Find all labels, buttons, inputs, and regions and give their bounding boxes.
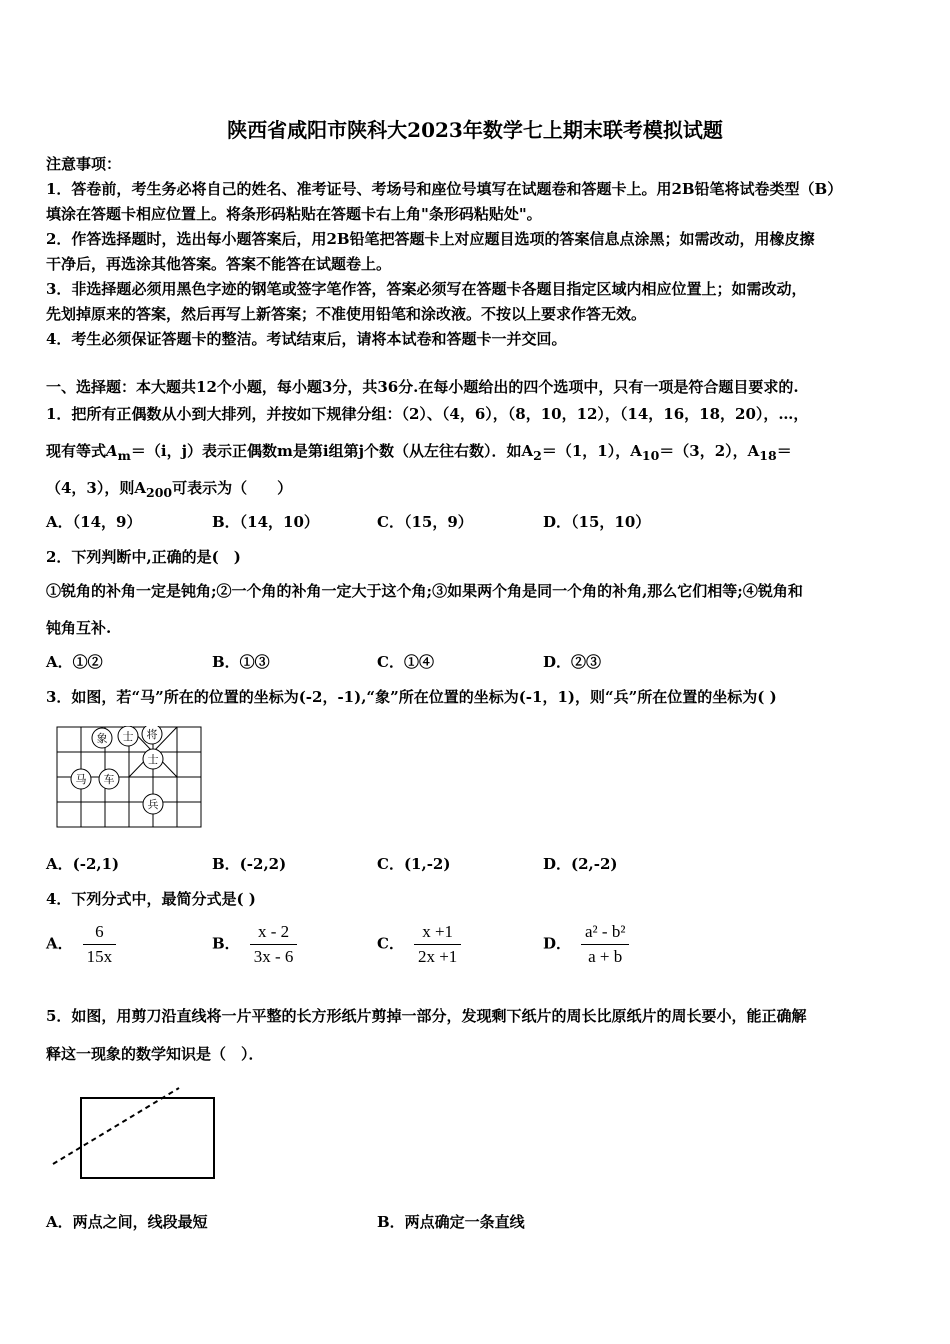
page-title: 陕西省咸阳市陕科大2023年数学七上期末联考模拟试题 xyxy=(227,118,723,142)
notice-line: 干净后，再选涂其他答案。答案不能答在试题卷上。 xyxy=(46,255,392,273)
piece-label: 车 xyxy=(103,773,115,786)
notice-line: 1．答卷前，考生务必将自己的姓名、准考证号、考场号和座位号填写在试题卷和答题卡上。用2B铅笔将试卷类型（B） xyxy=(46,180,843,198)
cut-line xyxy=(53,1088,179,1164)
piece-label: 将 xyxy=(146,728,158,741)
q2-stem: 2．下列判断中,正确的是( ) xyxy=(46,548,241,566)
q4-option-d[interactable]: D． $\frac{\text{a² - b²}}{a + b}$ xyxy=(543,922,629,967)
q1-line2: 现有等式$A_m=(i$，j）表示正偶数m是第i组第j个数（从左往右数）．如$A_2=(1$，1），$A_{10}=(3$，2），$A_{18}=$ xyxy=(46,442,792,463)
section-heading: 一、选择题：本大题共12个小题，每小题3分，共36分.在每小题给出的四个选项中，只有一项是符合题目要求的. xyxy=(46,378,799,396)
q1-line1: 1．把所有正偶数从小到大排列，并按如下规律分组：（2）、（4，6），（8，10，12），（14，16，18，20），…， xyxy=(46,405,809,423)
q3-option-a[interactable]: A．(-2,1) xyxy=(46,855,120,873)
notice-heading: 注意事项： xyxy=(46,155,122,173)
piece-label: 士 xyxy=(122,730,134,743)
q3-option-c[interactable]: C．(1,-2) xyxy=(377,855,451,873)
notice-line: 3．非选择题必须用黑色字迹的钢笔或签字笔作答，答案必须写在答题卡各题目指定区域内相应位置上；如需改动， xyxy=(46,280,807,298)
q1-option-b[interactable]: B．（14，10） xyxy=(212,513,319,531)
q1-option-c[interactable]: C．（15，9） xyxy=(377,513,473,531)
q4-option-c[interactable]: C． $\frac{x +1}{2x +1}$ xyxy=(377,922,461,967)
q2-option-d[interactable]: D．②③ xyxy=(543,653,602,671)
q2-option-b[interactable]: B．①③ xyxy=(212,653,270,671)
q4-stem: 4．下列分式中，最简分式是( ) xyxy=(46,890,256,908)
chess-board-figure xyxy=(56,726,204,830)
q3-stem: 3．如图，若“马”所在的位置的坐标为(-2，-1),“象”所在位置的坐标为(-1，1)，则“兵”所在位置的坐标为( ) xyxy=(46,688,777,706)
q5-option-a[interactable]: A．两点之间，线段最短 xyxy=(46,1213,208,1231)
q2-option-a[interactable]: A．①② xyxy=(46,653,103,671)
q3-option-b[interactable]: B．(-2,2) xyxy=(212,855,287,873)
q1-line3: （4，3），则$A_{200}$可表示为（ ） xyxy=(46,479,293,500)
notice-line: 先划掉原来的答案，然后再写上新答案；不准使用铅笔和涂改液。不按以上要求作答无效。 xyxy=(46,305,647,323)
notice-line: 2．作答选择题时，选出每小题答案后，用2B铅笔把答题卡上对应题目选项的答案信息点涂黑；如需改动，用橡皮擦 xyxy=(46,230,815,248)
q5-line2: 释这一现象的数学知识是（ ）． xyxy=(46,1045,264,1063)
q5-line1: 5．如图，用剪刀沿直线将一片平整的长方形纸片剪掉一部分，发现剩下纸片的周长比原纸片的周长要小，能正确解 xyxy=(46,1007,807,1025)
q3-option-d[interactable]: D．(2,-2) xyxy=(543,855,618,873)
q5-option-b[interactable]: B．两点确定一条直线 xyxy=(377,1213,525,1231)
piece-label: 兵 xyxy=(147,798,159,811)
q1-option-a[interactable]: A．（14，9） xyxy=(46,513,142,531)
q1-option-d[interactable]: D．（15，10） xyxy=(543,513,651,531)
paper-cut-figure xyxy=(50,1085,220,1185)
q4-option-b[interactable]: B． $\frac{x - 2}{3x - 6}$ xyxy=(212,922,297,967)
piece-label: 士 xyxy=(147,753,159,766)
notice-line: 填涂在答题卡相应位置上。将条形码粘贴在答题卡右上角"条形码粘贴处"。 xyxy=(46,205,542,223)
q4-option-a[interactable]: A． $\frac{6}{15x}$ xyxy=(46,922,116,967)
piece-label: 马 xyxy=(75,773,87,786)
piece-label: 象 xyxy=(96,732,108,745)
q2-line3: 钝角互补. xyxy=(46,619,112,637)
paper-rectangle xyxy=(81,1098,214,1178)
notice-line: 4．考生必须保证答题卡的整洁。考试结束后，请将本试卷和答题卡一并交回。 xyxy=(46,330,567,348)
q2-option-c[interactable]: C．①④ xyxy=(377,653,434,671)
q2-line2: ①锐角的补角一定是钝角;②一个角的补角一定大于这个角;③如果两个角是同一个角的补角,那么它们相等;④锐角和 xyxy=(46,582,803,600)
